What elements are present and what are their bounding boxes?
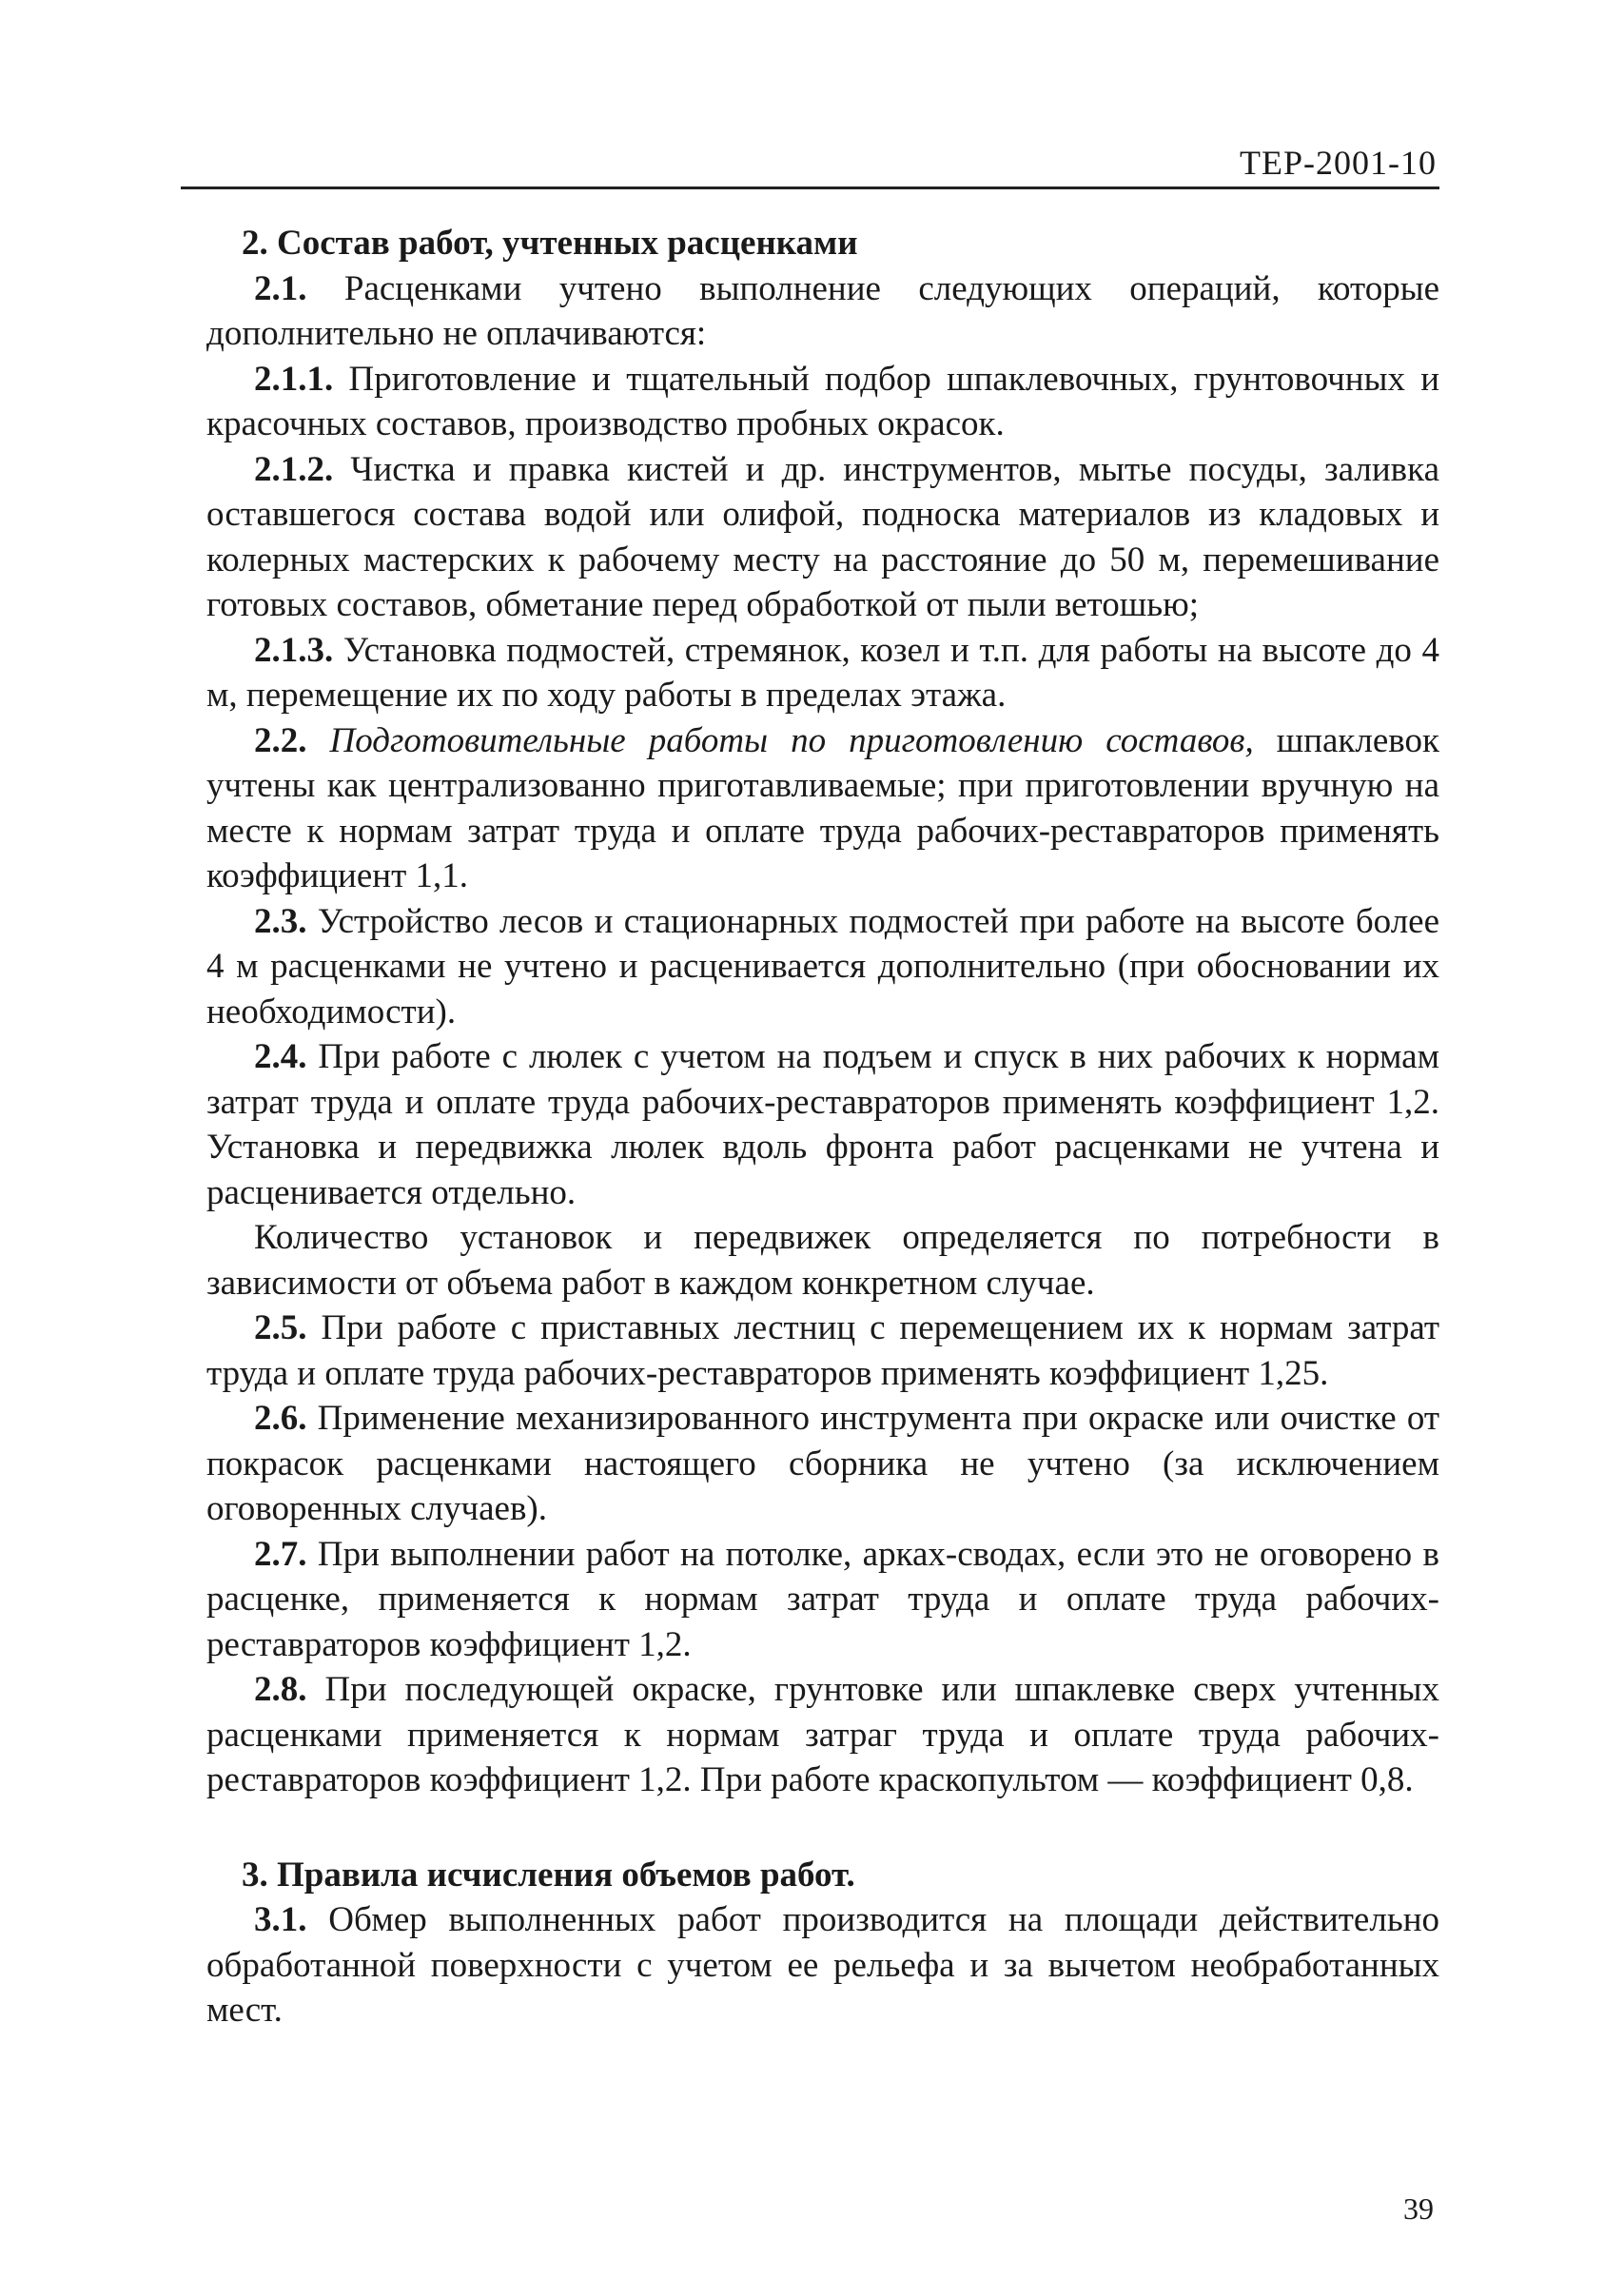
paragraph-number: 2.1.3. [254, 630, 334, 670]
paragraph-text: Устройство лесов и стационарных подмостей при работе на высоте более 4 м расценками не учтено и расценивается дополнительно (при обосновании их необходимости). [206, 901, 1439, 1031]
paragraph-2-1-3 [206, 628, 1439, 718]
paragraph-text: Расценками учтено выполнение следующих операций, которые дополнительно не оплачиваются: [206, 268, 1440, 353]
paragraph-number: 2.5. [254, 1308, 307, 1347]
paragraph-text: Обмер выполненных работ производится на площади действительно обработанной поверхности с учетом ее рельефа и за вычетом необработанных мест. [206, 1900, 1439, 2030]
paragraph-2-1-1 [206, 357, 1439, 447]
paragraph-number: 2.1. [254, 268, 307, 308]
page-number: 39 [1403, 2191, 1434, 2226]
paragraph-2-5 [206, 1306, 1439, 1396]
paragraph-italic-text: Подготовительные работы по приготовлению составов, [329, 720, 1254, 760]
document-code: ТЕР-2001-10 [1240, 144, 1437, 182]
paragraph-number: 2.2. [254, 720, 307, 760]
paragraph-2-7 [206, 1532, 1439, 1668]
paragraph-2-1 [206, 266, 1439, 357]
paragraph-text: При работе с приставных лестниц с перемещением их к нормам затрат труда и оплате труда рабочих-реставраторов применять коэффициент 1,25. [206, 1308, 1440, 1393]
paragraph-number: 3.1. [254, 1900, 307, 1939]
paragraph-3-1 [206, 1897, 1439, 2033]
paragraph-text: Чистка и правка кистей и др. инструментов, мытье посуды, заливка оставшегося состава водой или олифой, подноска материалов из кладовых и колерных мастерских к рабочему месту на расстояние до 50 м, перемешивание готовых составов, обметание перед обработкой от пыли ветошью; [206, 449, 1439, 624]
paragraph-2-4 [206, 1034, 1439, 1215]
paragraph-text: При выполнении работ на потолке, арках-сводах, если это не оговорено в расценке, применяется к нормам затрат труда и оплате труда рабочих-реставраторов коэффициент 1,2. [206, 1534, 1439, 1664]
section-3-title: 3. Правила исчисления объемов работ. [242, 1855, 855, 1895]
paragraph-number: 2.7. [254, 1534, 307, 1574]
paragraph-text: При работе с люлек с учетом на подъем и спуск в них рабочих к нормам затрат труда и оплате труда рабочих-реставраторов применять коэффициент 1,2. Установка и передвижка люлек вдоль фронта работ расценками не учтена и расценивается отдельно. [206, 1037, 1439, 1212]
paragraph-number: 2.3. [254, 901, 307, 941]
paragraph-2-3 [206, 899, 1439, 1035]
paragraph-text: Приготовление и тщательный подбор шпаклевочных, грунтовочных и красочных составов, производство пробных окрасок. [206, 359, 1440, 443]
paragraph-2-8 [206, 1667, 1439, 1803]
paragraph-2-2 [206, 718, 1439, 899]
paragraph-text: Установка подмостей, стремянок, козел и т.п. для работы на высоте до 4 м, перемещение их по ходу работы в пределах этажа. [206, 630, 1439, 715]
paragraph-number: 2.8. [254, 1670, 307, 1709]
paragraph-number: 2.4. [254, 1037, 307, 1076]
section-2-title: 2. Состав работ, учтенных расценками [242, 224, 858, 263]
paragraph-number: 2.1.1. [254, 359, 334, 399]
paragraph-text: Применение механизированного инструмента при окраске или очистке от покрасок расценками настоящего сборника не учтено (за исключением оговоренных случаев). [206, 1399, 1440, 1528]
header-rule [181, 187, 1439, 189]
document-body [206, 221, 1439, 2033]
section-spacer [206, 1803, 1439, 1853]
paragraph-text: Количество установок и передвижек определяется по потребности в зависимости от объема работ в каждом конкретном случае. [206, 1218, 1439, 1303]
paragraph-2-6 [206, 1396, 1439, 1532]
paragraph-text: шпаклевок учтены как централизованно приготавливаемые; при приготовлении вручную на месте к нормам затрат труда и оплате труда рабочих-реставраторов применять коэффициент 1,1. [206, 720, 1439, 895]
paragraph-text: При последующей окраске, грунтовке или шпаклевке сверх учтенных расценками применяется к нормам затраг труда и оплате труда рабочих-реставраторов коэффициент 1,2. При работе краскопультом — коэффициент 0,8. [206, 1670, 1439, 1799]
paragraph-number: 2.6. [254, 1399, 307, 1438]
paragraph-number: 2.1.2. [254, 449, 334, 489]
paragraph-2-1-2 [206, 447, 1439, 628]
paragraph-2-4-continued [206, 1215, 1439, 1306]
